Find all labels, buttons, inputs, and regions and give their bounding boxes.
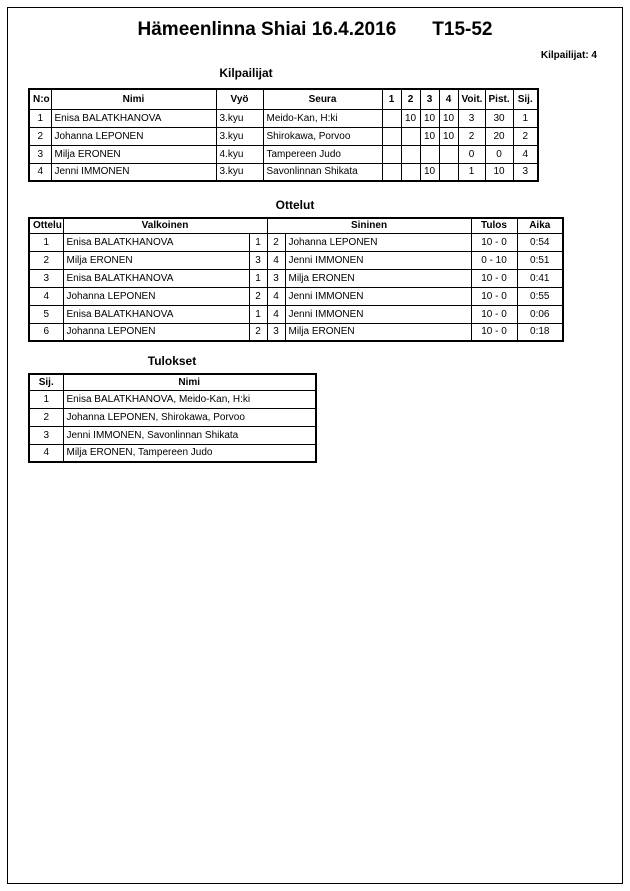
cell-m2 (401, 145, 420, 163)
page-title (0, 19, 630, 41)
cell-voit: 3 (458, 109, 485, 127)
match-row (29, 269, 563, 287)
cell-blue-no: 3 (267, 323, 285, 341)
cell-white-name: Milja ERONEN (63, 251, 249, 269)
result-row (29, 426, 316, 444)
cell-aika: 0:18 (517, 323, 563, 341)
cell-white-name: Enisa BALATKHANOVA (63, 269, 249, 287)
cell-match-no: 6 (29, 323, 63, 341)
cell-vyo: 3.kyu (216, 127, 263, 145)
cell-sij: 2 (513, 127, 538, 145)
cell-m2 (401, 127, 420, 145)
cell-aika: 0:41 (517, 269, 563, 287)
cell-tulos: 10 - 0 (471, 269, 517, 287)
col-header-m1: 1 (382, 89, 401, 109)
cell-rank: 2 (29, 408, 63, 426)
ottelut-heading: Ottelut (275, 198, 315, 212)
col-header-aika: Aika (517, 218, 563, 233)
col-header-seura: Seura (263, 89, 382, 109)
cell-m2: 10 (401, 109, 420, 127)
result-row (29, 408, 316, 426)
col-header-ottelu: Ottelu (29, 218, 63, 233)
cell-m3 (420, 145, 439, 163)
cell-m3: 10 (420, 109, 439, 127)
cell-m3: 10 (420, 127, 439, 145)
cell-m1 (382, 145, 401, 163)
cell-no: 2 (29, 127, 51, 145)
cell-nimi: Enisa BALATKHANOVA (51, 109, 216, 127)
cell-result-name: Johanna LEPONEN, Shirokawa, Porvoo (63, 408, 316, 426)
cell-white-no: 2 (249, 323, 267, 341)
match-row (29, 251, 563, 269)
cell-match-no: 2 (29, 251, 63, 269)
cell-rank: 1 (29, 390, 63, 408)
competitor-row (29, 109, 538, 127)
cell-m3: 10 (420, 163, 439, 181)
cell-aika: 0:51 (517, 251, 563, 269)
match-row (29, 323, 563, 341)
cell-vyo: 4.kyu (216, 145, 263, 163)
cell-seura: Tampereen Judo (263, 145, 382, 163)
cell-tulos: 10 - 0 (471, 323, 517, 341)
col-header-nimi: Nimi (63, 374, 316, 390)
tulokset-table (28, 373, 317, 463)
result-row (29, 444, 316, 462)
cell-voit: 0 (458, 145, 485, 163)
cell-blue-no: 4 (267, 305, 285, 323)
title-event: Hämeenlinna Shiai 16.4.2016 (137, 19, 397, 40)
cell-blue-no: 4 (267, 251, 285, 269)
cell-sij: 4 (513, 145, 538, 163)
cell-sij: 3 (513, 163, 538, 181)
competitor-row (29, 145, 538, 163)
cell-seura: Shirokawa, Porvoo (263, 127, 382, 145)
tulokset-heading: Tulokset (147, 354, 197, 368)
cell-m4 (439, 145, 458, 163)
col-header-voit: Voit. (458, 89, 485, 109)
result-row (29, 390, 316, 408)
cell-blue-name: Milja ERONEN (285, 323, 471, 341)
cell-rank: 3 (29, 426, 63, 444)
cell-blue-name: Jenni IMMONEN (285, 251, 471, 269)
tulokset-header-row (29, 374, 316, 390)
cell-white-name: Enisa BALATKHANOVA (63, 305, 249, 323)
cell-white-no: 3 (249, 251, 267, 269)
match-row (29, 287, 563, 305)
cell-aika: 0:54 (517, 233, 563, 251)
col-header-m3: 3 (420, 89, 439, 109)
cell-sij: 1 (513, 109, 538, 127)
title-category: T15-52 (432, 19, 493, 40)
ottelut-header-row (29, 218, 563, 233)
cell-match-no: 3 (29, 269, 63, 287)
cell-m4: 10 (439, 127, 458, 145)
kilpailijat-header-row (29, 89, 538, 109)
cell-seura: Savonlinnan Shikata (263, 163, 382, 181)
col-header-valkoinen: Valkoinen (63, 218, 267, 233)
cell-tulos: 10 - 0 (471, 233, 517, 251)
cell-seura: Meido-Kan, H:ki (263, 109, 382, 127)
match-row (29, 305, 563, 323)
cell-m1 (382, 163, 401, 181)
cell-white-name: Enisa BALATKHANOVA (63, 233, 249, 251)
cell-m1 (382, 127, 401, 145)
kilpailijat-heading: Kilpailijat (219, 66, 273, 80)
cell-pist: 30 (485, 109, 513, 127)
cell-result-name: Milja ERONEN, Tampereen Judo (63, 444, 316, 462)
cell-aika: 0:55 (517, 287, 563, 305)
competitor-row (29, 127, 538, 145)
cell-white-name: Johanna LEPONEN (63, 323, 249, 341)
cell-blue-name: Jenni IMMONEN (285, 305, 471, 323)
cell-pist: 20 (485, 127, 513, 145)
col-header-tulos: Tulos (471, 218, 517, 233)
cell-blue-name: Milja ERONEN (285, 269, 471, 287)
cell-tulos: 0 - 10 (471, 251, 517, 269)
cell-nimi: Milja ERONEN (51, 145, 216, 163)
cell-vyo: 3.kyu (216, 163, 263, 181)
cell-voit: 1 (458, 163, 485, 181)
cell-match-no: 1 (29, 233, 63, 251)
cell-result-name: Enisa BALATKHANOVA, Meido-Kan, H:ki (63, 390, 316, 408)
col-header-no: N:o (29, 89, 51, 109)
cell-no: 3 (29, 145, 51, 163)
cell-nimi: Jenni IMMONEN (51, 163, 216, 181)
cell-blue-no: 4 (267, 287, 285, 305)
col-header-pist: Pist. (485, 89, 513, 109)
cell-blue-name: Jenni IMMONEN (285, 287, 471, 305)
cell-m1 (382, 109, 401, 127)
cell-rank: 4 (29, 444, 63, 462)
cell-white-name: Johanna LEPONEN (63, 287, 249, 305)
ottelut-table (28, 217, 564, 342)
cell-pist: 10 (485, 163, 513, 181)
cell-m4: 10 (439, 109, 458, 127)
cell-white-no: 1 (249, 233, 267, 251)
cell-voit: 2 (458, 127, 485, 145)
cell-blue-no: 3 (267, 269, 285, 287)
cell-tulos: 10 - 0 (471, 287, 517, 305)
cell-match-no: 4 (29, 287, 63, 305)
kilpailijat-table (28, 88, 539, 182)
col-header-nimi: Nimi (51, 89, 216, 109)
cell-match-no: 5 (29, 305, 63, 323)
col-header-sij: Sij. (513, 89, 538, 109)
col-header-vyo: Vyö (216, 89, 263, 109)
match-row (29, 233, 563, 251)
cell-blue-name: Johanna LEPONEN (285, 233, 471, 251)
cell-white-no: 2 (249, 287, 267, 305)
cell-nimi: Johanna LEPONEN (51, 127, 216, 145)
cell-blue-no: 2 (267, 233, 285, 251)
cell-white-no: 1 (249, 269, 267, 287)
col-header-sininen: Sininen (267, 218, 471, 233)
cell-pist: 0 (485, 145, 513, 163)
col-header-m2: 2 (401, 89, 420, 109)
col-header-m4: 4 (439, 89, 458, 109)
cell-tulos: 10 - 0 (471, 305, 517, 323)
competitors-count-label: Kilpailijat: 4 (540, 50, 597, 61)
col-header-sij: Sij. (29, 374, 63, 390)
cell-no: 1 (29, 109, 51, 127)
cell-m4 (439, 163, 458, 181)
cell-white-no: 1 (249, 305, 267, 323)
cell-m2 (401, 163, 420, 181)
cell-result-name: Jenni IMMONEN, Savonlinnan Shikata (63, 426, 316, 444)
cell-no: 4 (29, 163, 51, 181)
cell-vyo: 3.kyu (216, 109, 263, 127)
competitor-row (29, 163, 538, 181)
cell-aika: 0:06 (517, 305, 563, 323)
